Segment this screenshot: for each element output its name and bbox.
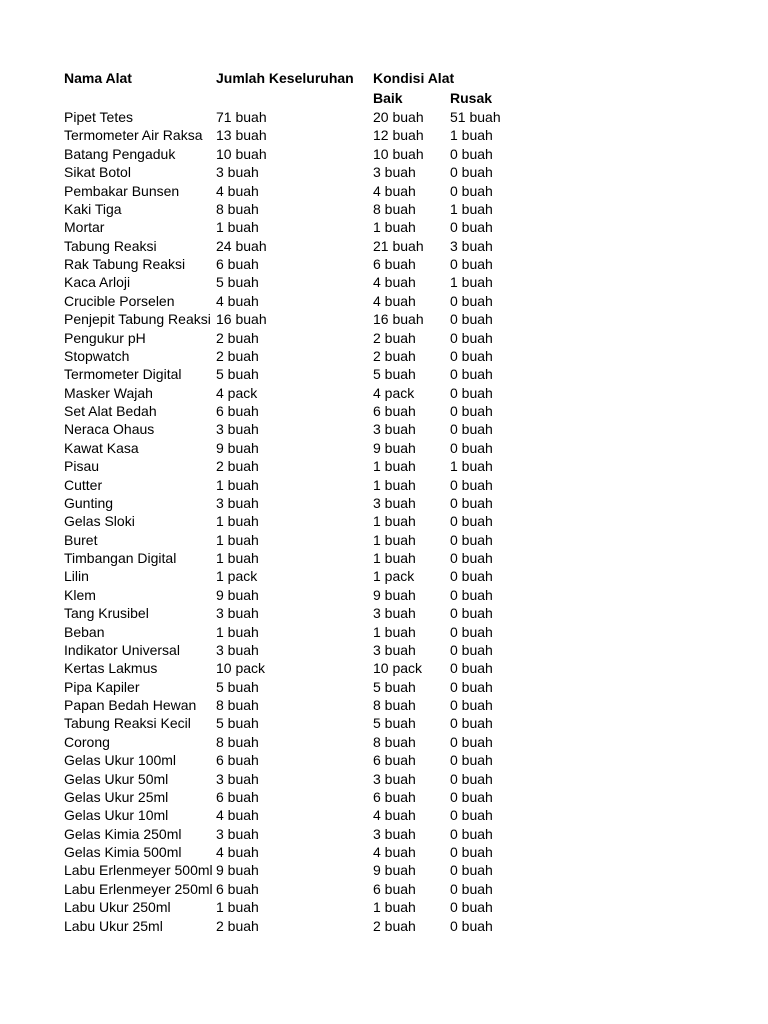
item-broken-cell: 0 buah: [450, 788, 493, 805]
table-row: [64, 402, 724, 420]
item-name-cell: Gelas Ukur 100ml: [64, 752, 177, 769]
table-row: [64, 439, 724, 457]
item-total-cell: 4 buah: [216, 292, 259, 309]
item-total-cell: 16 buah: [216, 311, 267, 328]
item-total-cell: 1 pack: [216, 568, 258, 585]
item-good-cell: 21 buah: [373, 237, 424, 254]
item-good-cell: 1 buah: [373, 899, 416, 916]
item-total-cell: 6 buah: [216, 403, 259, 419]
table-row: [64, 476, 724, 494]
item-good-cell: 6 buah: [373, 752, 416, 769]
table-row: [64, 770, 724, 788]
table-row: [64, 751, 724, 769]
table-row: [64, 623, 724, 641]
table-row: [64, 420, 724, 438]
table-row: [64, 696, 724, 714]
item-good-cell: 6 buah: [373, 403, 416, 419]
item-name-cell: Cutter: [64, 476, 103, 493]
item-broken-cell: 0 buah: [450, 145, 493, 162]
item-good-cell: 8 buah: [373, 733, 416, 750]
item-good-cell: 20 buah: [373, 109, 424, 125]
table-row: [64, 365, 724, 383]
table-row: [64, 255, 724, 273]
item-name-cell: Papan Bedah Hewan: [64, 697, 197, 713]
table-row: [64, 880, 724, 898]
item-broken-cell: 1 buah: [450, 200, 493, 217]
item-good-cell: 8 buah: [373, 697, 416, 713]
item-name-cell: Gelas Kimia 500ml: [64, 844, 182, 860]
item-total-cell: 8 buah: [216, 200, 259, 217]
item-total-cell: 6 buah: [216, 880, 259, 897]
item-name-cell: Gunting: [64, 494, 114, 511]
item-broken-cell: 0 buah: [450, 733, 493, 750]
item-broken-cell: 0 buah: [450, 752, 493, 769]
item-broken-cell: 0 buah: [450, 384, 493, 401]
table-row: [64, 898, 724, 916]
item-good-cell: 5 buah: [373, 678, 416, 695]
item-name-cell: Pisau: [64, 458, 100, 475]
item-name-cell: Neraca Ohaus: [64, 421, 155, 438]
item-name-cell: Corong: [64, 733, 110, 750]
item-name-cell: Gelas Ukur 25ml: [64, 788, 169, 805]
item-good-cell: 10 pack: [373, 660, 423, 677]
item-name-cell: Penjepit Tabung Reaksi: [64, 311, 211, 328]
item-broken-cell: 1 buah: [450, 274, 493, 291]
item-name-cell: Klem: [64, 586, 96, 603]
item-total-cell: 5 buah: [216, 715, 259, 732]
item-name-cell: Gelas Ukur 50ml: [64, 770, 169, 787]
item-name-cell: Termometer Digital: [64, 366, 182, 383]
header-broken: Rusak: [450, 89, 493, 106]
item-broken-cell: 0 buah: [450, 329, 493, 346]
item-broken-cell: 1 buah: [450, 458, 493, 475]
item-good-cell: 2 buah: [373, 347, 416, 364]
table-row: [64, 292, 724, 310]
item-total-cell: 1 buah: [216, 899, 259, 916]
item-total-cell: 6 buah: [216, 256, 259, 272]
table-row: [64, 347, 724, 365]
item-good-cell: 1 buah: [373, 458, 416, 475]
item-total-cell: 4 buah: [216, 807, 259, 824]
item-total-cell: 5 buah: [216, 678, 259, 695]
table-row: [64, 218, 724, 236]
item-total-cell: 1 buah: [216, 219, 259, 236]
item-name-cell: Pipa Kapiler: [64, 678, 140, 695]
item-total-cell: 2 buah: [216, 347, 259, 364]
item-name-cell: Labu Ukur 25ml: [64, 917, 163, 934]
item-name-cell: Pipet Tetes: [64, 109, 134, 125]
item-total-cell: 3 buah: [216, 641, 259, 658]
item-good-cell: 5 buah: [373, 366, 416, 383]
item-good-cell: 3 buah: [373, 825, 416, 842]
item-total-cell: 1 buah: [216, 550, 259, 566]
item-name-cell: Pengukur pH: [64, 329, 146, 346]
item-broken-cell: 0 buah: [450, 164, 493, 181]
item-name-cell: Tabung Reaksi: [64, 237, 157, 254]
table-row: [64, 678, 724, 696]
item-total-cell: 3 buah: [216, 770, 259, 787]
table-row: [64, 126, 724, 144]
item-good-cell: 1 buah: [373, 219, 416, 236]
item-good-cell: 6 buah: [373, 880, 416, 897]
item-broken-cell: 0 buah: [450, 219, 493, 236]
item-broken-cell: 0 buah: [450, 605, 493, 622]
item-good-cell: 4 buah: [373, 274, 416, 291]
table-row: [64, 586, 724, 604]
table-row: [64, 200, 724, 218]
item-broken-cell: 0 buah: [450, 678, 493, 695]
item-name-cell: Termometer Air Raksa: [64, 127, 203, 144]
item-good-cell: 1 buah: [373, 513, 416, 530]
item-broken-cell: 0 buah: [450, 586, 493, 603]
table-header-row: [64, 69, 724, 89]
table-row: [64, 825, 724, 843]
table-row: [64, 457, 724, 475]
item-good-cell: 6 buah: [373, 256, 416, 272]
table-row: [64, 145, 724, 163]
item-name-cell: Buret: [64, 531, 98, 548]
item-total-cell: 10 pack: [216, 660, 266, 677]
item-broken-cell: 0 buah: [450, 347, 493, 364]
item-good-cell: 1 buah: [373, 531, 416, 548]
header-total: Jumlah Keseluruhan: [216, 70, 354, 86]
item-broken-cell: 0 buah: [450, 697, 493, 713]
table-row: [64, 641, 724, 659]
item-name-cell: Kertas Lakmus: [64, 660, 158, 677]
item-total-cell: 6 buah: [216, 788, 259, 805]
header-name: Nama Alat: [64, 70, 132, 86]
table-row: [64, 310, 724, 328]
item-total-cell: 2 buah: [216, 458, 259, 475]
item-good-cell: 8 buah: [373, 200, 416, 217]
item-good-cell: 2 buah: [373, 917, 416, 934]
inventory-table: [64, 69, 724, 935]
item-good-cell: 1 pack: [373, 568, 415, 585]
table-row: [64, 567, 724, 585]
item-broken-cell: 0 buah: [450, 825, 493, 842]
item-total-cell: 3 buah: [216, 494, 259, 511]
item-name-cell: Kawat Kasa: [64, 439, 139, 456]
item-broken-cell: 0 buah: [450, 403, 493, 419]
item-total-cell: 1 buah: [216, 476, 259, 493]
item-broken-cell: 0 buah: [450, 880, 493, 897]
table-row: [64, 531, 724, 549]
item-good-cell: 5 buah: [373, 715, 416, 732]
item-good-cell: 4 buah: [373, 807, 416, 824]
item-broken-cell: 0 buah: [450, 899, 493, 916]
item-broken-cell: 0 buah: [450, 439, 493, 456]
item-broken-cell: 0 buah: [450, 641, 493, 658]
item-name-cell: Batang Pengaduk: [64, 145, 176, 162]
item-name-cell: Masker Wajah: [64, 384, 153, 401]
item-broken-cell: 0 buah: [450, 366, 493, 383]
table-row: [64, 494, 724, 512]
item-broken-cell: 51 buah: [450, 109, 501, 125]
table-row: [64, 329, 724, 347]
table-row: [64, 549, 724, 567]
item-broken-cell: 0 buah: [450, 513, 493, 530]
item-total-cell: 1 buah: [216, 513, 259, 530]
item-good-cell: 4 buah: [373, 292, 416, 309]
item-name-cell: Kaki Tiga: [64, 200, 122, 217]
item-good-cell: 3 buah: [373, 605, 416, 622]
item-broken-cell: 0 buah: [450, 182, 493, 199]
item-total-cell: 4 buah: [216, 844, 259, 860]
item-total-cell: 4 buah: [216, 182, 259, 199]
item-good-cell: 3 buah: [373, 770, 416, 787]
item-good-cell: 4 pack: [373, 384, 415, 401]
item-broken-cell: 0 buah: [450, 421, 493, 438]
item-name-cell: Gelas Kimia 250ml: [64, 825, 182, 842]
item-total-cell: 3 buah: [216, 421, 259, 438]
item-name-cell: Rak Tabung Reaksi: [64, 256, 186, 272]
item-broken-cell: 0 buah: [450, 568, 493, 585]
table-row: [64, 163, 724, 181]
item-good-cell: 1 buah: [373, 476, 416, 493]
item-broken-cell: 0 buah: [450, 292, 493, 309]
item-total-cell: 5 buah: [216, 274, 259, 291]
table-subheader-row: [64, 89, 724, 109]
item-good-cell: 3 buah: [373, 421, 416, 438]
table-row: [64, 273, 724, 291]
item-total-cell: 3 buah: [216, 825, 259, 842]
table-body: [64, 108, 724, 935]
item-total-cell: 2 buah: [216, 329, 259, 346]
table-row: [64, 733, 724, 751]
table-row: [64, 384, 724, 402]
item-name-cell: Timbangan Digital: [64, 550, 177, 566]
item-total-cell: 6 buah: [216, 752, 259, 769]
item-broken-cell: 0 buah: [450, 715, 493, 732]
item-broken-cell: 1 buah: [450, 127, 493, 144]
item-total-cell: 3 buah: [216, 605, 259, 622]
item-good-cell: 1 buah: [373, 623, 416, 640]
item-good-cell: 2 buah: [373, 329, 416, 346]
table-row: [64, 917, 724, 935]
item-broken-cell: 0 buah: [450, 531, 493, 548]
item-broken-cell: 0 buah: [450, 917, 493, 934]
item-good-cell: 9 buah: [373, 586, 416, 603]
item-name-cell: Stopwatch: [64, 347, 130, 364]
item-total-cell: 71 buah: [216, 109, 267, 125]
table-row: [64, 788, 724, 806]
item-good-cell: 9 buah: [373, 439, 416, 456]
item-name-cell: Sikat Botol: [64, 164, 131, 181]
item-total-cell: 8 buah: [216, 733, 259, 750]
item-total-cell: 1 buah: [216, 623, 259, 640]
item-broken-cell: 0 buah: [450, 476, 493, 493]
item-good-cell: 12 buah: [373, 127, 424, 144]
item-broken-cell: 0 buah: [450, 311, 493, 328]
item-name-cell: Labu Erlenmeyer 250ml: [64, 880, 213, 897]
item-total-cell: 9 buah: [216, 862, 259, 879]
item-broken-cell: 0 buah: [450, 807, 493, 824]
item-good-cell: 10 buah: [373, 145, 424, 162]
item-good-cell: 4 buah: [373, 844, 416, 860]
table-row: [64, 806, 724, 824]
table-row: [64, 512, 724, 530]
item-good-cell: 3 buah: [373, 164, 416, 181]
item-good-cell: 3 buah: [373, 641, 416, 658]
item-broken-cell: 0 buah: [450, 862, 493, 879]
item-name-cell: Labu Ukur 250ml: [64, 899, 171, 916]
item-total-cell: 13 buah: [216, 127, 267, 144]
item-broken-cell: 0 buah: [450, 660, 493, 677]
item-good-cell: 3 buah: [373, 494, 416, 511]
table-row: [64, 843, 724, 861]
table-row: [64, 659, 724, 677]
item-total-cell: 2 buah: [216, 917, 259, 934]
item-good-cell: 16 buah: [373, 311, 424, 328]
item-name-cell: Tang Krusibel: [64, 605, 149, 622]
header-good: Baik: [373, 89, 403, 106]
table-row: [64, 108, 724, 126]
item-total-cell: 9 buah: [216, 586, 259, 603]
item-name-cell: Mortar: [64, 219, 105, 236]
item-total-cell: 3 buah: [216, 164, 259, 181]
item-name-cell: Set Alat Bedah: [64, 403, 157, 419]
header-condition: Kondisi Alat: [373, 70, 455, 86]
item-name-cell: Indikator Universal: [64, 641, 180, 658]
item-total-cell: 1 buah: [216, 531, 259, 548]
item-total-cell: 8 buah: [216, 697, 259, 713]
item-name-cell: Gelas Ukur 10ml: [64, 807, 169, 824]
item-total-cell: 9 buah: [216, 439, 259, 456]
item-name-cell: Gelas Sloki: [64, 513, 135, 530]
table-row: [64, 861, 724, 879]
item-name-cell: Kaca Arloji: [64, 274, 131, 291]
item-broken-cell: 0 buah: [450, 770, 493, 787]
item-good-cell: 4 buah: [373, 182, 416, 199]
item-broken-cell: 0 buah: [450, 623, 493, 640]
item-name-cell: Labu Erlenmeyer 500ml: [64, 862, 213, 879]
item-good-cell: 1 buah: [373, 550, 416, 566]
item-broken-cell: 0 buah: [450, 494, 493, 511]
item-total-cell: 4 pack: [216, 384, 258, 401]
table-row: [64, 714, 724, 732]
item-total-cell: 10 buah: [216, 145, 267, 162]
item-broken-cell: 0 buah: [450, 550, 493, 566]
item-good-cell: 6 buah: [373, 788, 416, 805]
item-name-cell: Pembakar Bunsen: [64, 182, 180, 199]
item-total-cell: 5 buah: [216, 366, 259, 383]
table-row: [64, 182, 724, 200]
item-good-cell: 9 buah: [373, 862, 416, 879]
table-row: [64, 237, 724, 255]
table-row: [64, 604, 724, 622]
item-name-cell: Tabung Reaksi Kecil: [64, 715, 191, 732]
item-name-cell: Crucible Porselen: [64, 292, 175, 309]
item-name-cell: Beban: [64, 623, 105, 640]
item-broken-cell: 3 buah: [450, 237, 493, 254]
item-broken-cell: 0 buah: [450, 844, 493, 860]
item-name-cell: Lilin: [64, 568, 89, 585]
item-broken-cell: 0 buah: [450, 256, 493, 272]
item-total-cell: 24 buah: [216, 237, 267, 254]
